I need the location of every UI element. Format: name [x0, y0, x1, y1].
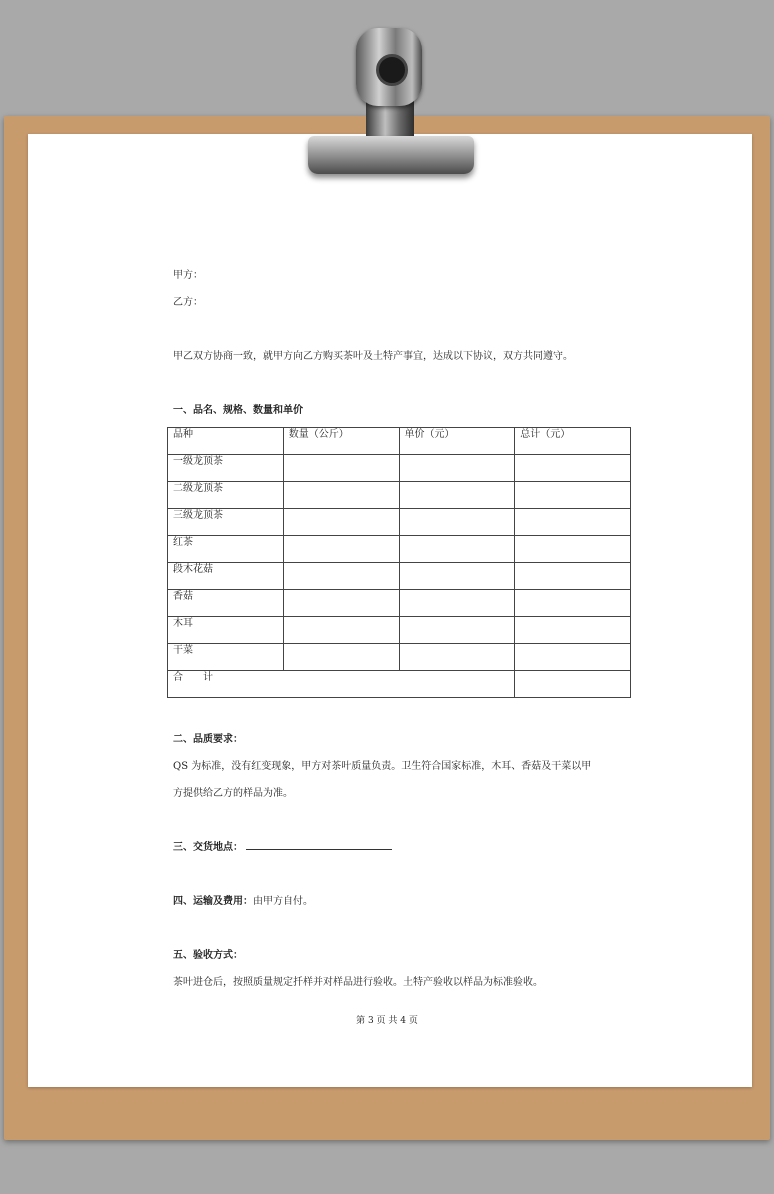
table-cell-product: 木耳	[168, 617, 284, 644]
section5-title: 五、验收方式：	[173, 950, 243, 961]
intro-paragraph: 甲乙双方协商一致，就甲方向乙方购买茶叶及土特产事宜，达成以下协议，双方共同遵守。	[173, 351, 573, 362]
table-total-value	[515, 671, 631, 698]
table-cell-empty	[399, 536, 515, 563]
table-cell-product: 三级龙顶茶	[168, 509, 284, 536]
section2-title: 二、品质要求：	[173, 734, 243, 745]
table-row	[168, 590, 631, 617]
table-header-cell: 品种	[168, 428, 284, 455]
table-total-label: 合 计	[168, 671, 515, 698]
table-cell-empty	[515, 509, 631, 536]
table-header-cell: 总计（元）	[515, 428, 631, 455]
table-cell-empty	[515, 482, 631, 509]
table-row	[168, 455, 631, 482]
table-cell-empty	[283, 644, 399, 671]
table-cell-empty	[515, 617, 631, 644]
table-cell-empty	[515, 455, 631, 482]
table-cell-empty	[283, 509, 399, 536]
table-row	[168, 644, 631, 671]
table-cell-empty	[515, 590, 631, 617]
table-cell-empty	[515, 644, 631, 671]
table-cell-empty	[399, 563, 515, 590]
table-header-cell: 数量（公斤）	[283, 428, 399, 455]
table-row	[168, 482, 631, 509]
table-cell-empty	[515, 563, 631, 590]
table-cell-product: 二级龙顶茶	[168, 482, 284, 509]
table-cell-empty	[515, 536, 631, 563]
table-cell-empty	[399, 644, 515, 671]
table-row	[168, 563, 631, 590]
table-cell-empty	[399, 455, 515, 482]
section5-text: 茶叶进仓后，按照质量规定扦样并对样品进行验收。土特产验收以样品为标准验收。	[173, 977, 543, 988]
party-a-label: 甲方：	[173, 270, 203, 281]
party-b-label: 乙方：	[173, 297, 203, 308]
table-row	[168, 617, 631, 644]
section4-text: 由甲方自付。	[253, 896, 313, 907]
table-cell-empty	[283, 590, 399, 617]
table-cell-empty	[399, 482, 515, 509]
section4-title: 四、运输及费用：	[173, 896, 253, 907]
table-header-cell: 单价（元）	[399, 428, 515, 455]
table-cell-empty	[283, 482, 399, 509]
table-cell-empty	[399, 617, 515, 644]
binder-clip-plate	[308, 136, 474, 174]
table-cell-empty	[399, 509, 515, 536]
section2-text-line1: QS 为标准，没有红变现象，甲方对茶叶质量负责。卫生符合国家标准，木耳、香菇及干菜以甲	[173, 761, 592, 772]
table-header-row	[168, 428, 631, 455]
table-cell-product: 一级龙顶茶	[168, 455, 284, 482]
page-footer: 第 3 页 共 4 页	[356, 1016, 418, 1026]
table-total-row	[168, 671, 631, 698]
section2-text-line2: 方提供给乙方的样品为准。	[173, 788, 293, 799]
table-cell-product: 红茶	[168, 536, 284, 563]
product-table	[167, 427, 631, 698]
table-row	[168, 536, 631, 563]
binder-clip-hole	[376, 54, 408, 86]
table-cell-empty	[283, 563, 399, 590]
delivery-location-field	[246, 849, 392, 850]
table-cell-empty	[283, 617, 399, 644]
table-cell-product: 干菜	[168, 644, 284, 671]
table-cell-product: 段木花菇	[168, 563, 284, 590]
table-cell-empty	[283, 455, 399, 482]
table-cell-empty	[399, 590, 515, 617]
section1-title: 一、品名、规格、数量和单价	[173, 405, 303, 416]
table-cell-product: 香菇	[168, 590, 284, 617]
table-row	[168, 509, 631, 536]
table-cell-empty	[283, 536, 399, 563]
section3-title: 三、交货地点：	[173, 842, 243, 853]
section4-line	[173, 892, 313, 907]
